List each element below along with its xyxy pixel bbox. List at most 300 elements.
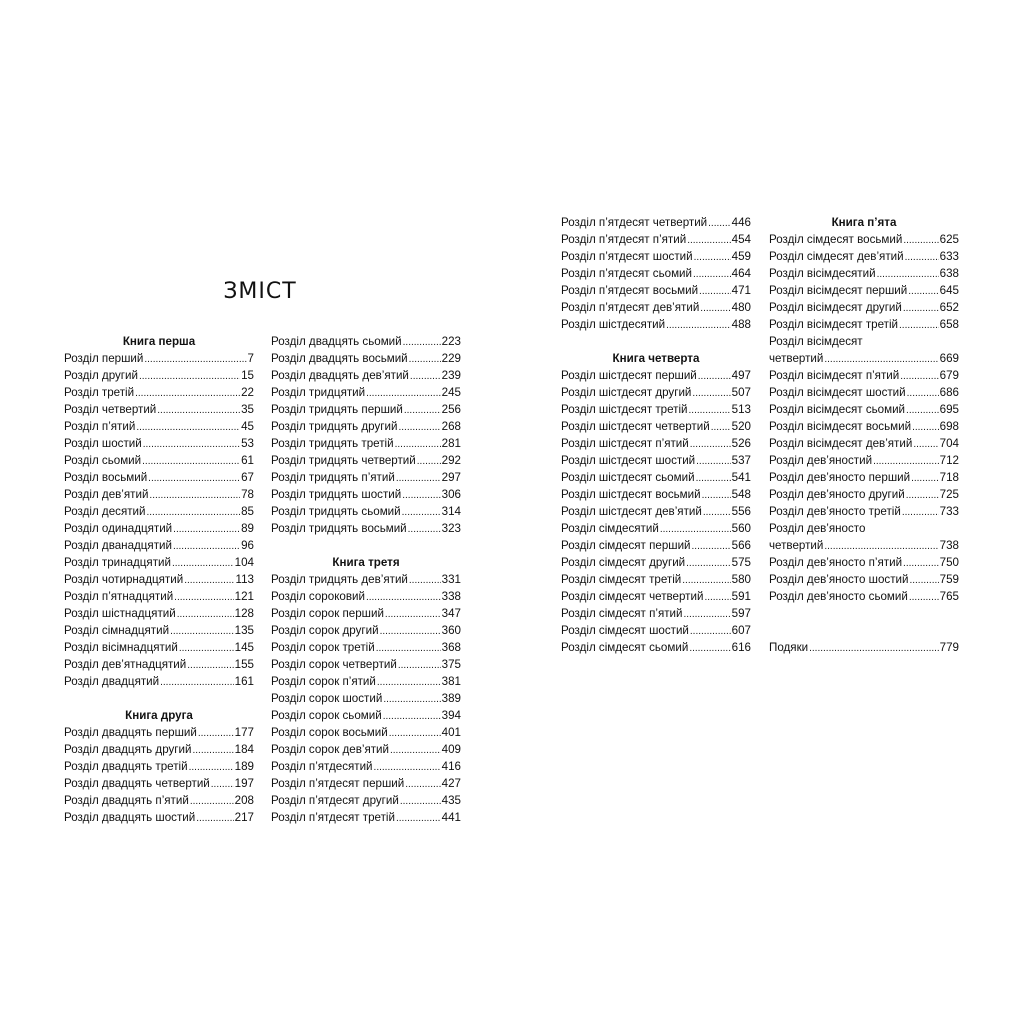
toc-entry-title: Розділ сімнадцятий bbox=[64, 624, 170, 637]
book-heading: Книга третя bbox=[332, 556, 400, 569]
toc-entry[interactable] bbox=[64, 775, 254, 792]
toc-entry[interactable] bbox=[561, 520, 751, 537]
spacer bbox=[64, 690, 254, 707]
toc-entry[interactable] bbox=[64, 418, 254, 435]
toc-entry[interactable] bbox=[64, 571, 254, 588]
dot-leader bbox=[687, 231, 730, 248]
toc-entry[interactable] bbox=[561, 452, 751, 469]
toc-entry-page: 161 bbox=[234, 675, 254, 688]
toc-entry-page: 375 bbox=[441, 658, 461, 671]
toc-entry[interactable] bbox=[64, 520, 254, 537]
toc-entry-title: Розділ сімдесят перший bbox=[561, 539, 691, 552]
toc-entry-title: Розділ сімдесят шостий bbox=[561, 624, 689, 637]
toc-entry-page: 416 bbox=[441, 760, 461, 773]
dot-leader bbox=[383, 690, 440, 707]
toc-entry[interactable] bbox=[64, 639, 254, 656]
toc-entry[interactable] bbox=[271, 588, 461, 605]
toc-entry-page: 135 bbox=[234, 624, 254, 637]
dot-leader bbox=[696, 469, 731, 486]
toc-entry-line bbox=[769, 520, 959, 537]
toc-entry-page: 96 bbox=[241, 539, 254, 552]
book-heading: Книга четверта bbox=[612, 352, 700, 365]
toc-entry-page: 560 bbox=[731, 522, 751, 535]
toc-column-2 bbox=[271, 333, 461, 826]
dot-leader bbox=[417, 452, 441, 469]
toc-entry[interactable] bbox=[271, 605, 461, 622]
toc-entry-title: Розділ сорок третій bbox=[271, 641, 375, 654]
dot-leader bbox=[380, 622, 441, 639]
toc-entry[interactable] bbox=[561, 469, 751, 486]
toc-entry-page: 464 bbox=[731, 267, 751, 280]
dot-leader bbox=[409, 350, 441, 367]
dot-leader bbox=[404, 401, 441, 418]
toc-entry[interactable] bbox=[64, 486, 254, 503]
toc-entry[interactable] bbox=[271, 775, 461, 792]
dot-leader bbox=[187, 656, 233, 673]
dot-leader bbox=[907, 384, 939, 401]
toc-entry-page: 765 bbox=[939, 590, 959, 603]
toc-entry-title: Розділ другий bbox=[64, 369, 138, 382]
toc-entry-page: 229 bbox=[441, 352, 461, 365]
toc-entry[interactable] bbox=[64, 758, 254, 775]
toc-entry-title: Розділ двадцять восьмий bbox=[271, 352, 408, 365]
toc-entry[interactable] bbox=[769, 248, 959, 265]
toc-entry[interactable] bbox=[271, 333, 461, 350]
toc-entry-title: Розділ четвертий bbox=[64, 403, 157, 416]
toc-entry-page: 189 bbox=[234, 760, 254, 773]
toc-entry-page: 197 bbox=[234, 777, 254, 790]
dot-leader bbox=[906, 401, 939, 418]
toc-entry-page: 7 bbox=[247, 352, 254, 365]
toc-entry-title: Розділ сімдесят п’ятий bbox=[561, 607, 683, 620]
toc-entry-title: Розділ вісімдесят п’ятий bbox=[769, 369, 900, 382]
toc-entry-title: Розділ шістдесят п’ятий bbox=[561, 437, 689, 450]
toc-entry-page: 480 bbox=[731, 301, 751, 314]
dot-leader bbox=[366, 384, 441, 401]
toc-entry[interactable] bbox=[769, 639, 959, 656]
toc-entry[interactable] bbox=[561, 401, 751, 418]
dot-leader bbox=[135, 384, 240, 401]
toc-entry[interactable] bbox=[561, 384, 751, 401]
dot-leader bbox=[190, 792, 234, 809]
toc-entry[interactable] bbox=[64, 588, 254, 605]
toc-entry-title: Розділ дев’ятнадцятий bbox=[64, 658, 187, 671]
toc-entry-title: Розділ сімдесят третій bbox=[561, 573, 682, 586]
toc-entry-title: Розділ дев’яносто шостий bbox=[769, 573, 909, 586]
dot-leader bbox=[143, 435, 240, 452]
toc-entry-title: Розділ п’ятнадцятий bbox=[64, 590, 174, 603]
toc-entry[interactable] bbox=[64, 605, 254, 622]
dot-leader bbox=[911, 469, 939, 486]
dot-leader bbox=[189, 758, 234, 775]
toc-entry[interactable] bbox=[271, 571, 461, 588]
dot-leader bbox=[139, 367, 240, 384]
toc-entry-title: Розділ шістдесят сьомий bbox=[561, 471, 695, 484]
toc-entry-page: 394 bbox=[441, 709, 461, 722]
dot-leader bbox=[196, 809, 233, 826]
toc-entry-page: 541 bbox=[731, 471, 751, 484]
toc-entry-page: 526 bbox=[731, 437, 751, 450]
dot-leader bbox=[398, 656, 441, 673]
toc-entry-title: Розділ двадцять другий bbox=[64, 743, 192, 756]
toc-entry-page: 292 bbox=[441, 454, 461, 467]
toc-entry-page: 223 bbox=[441, 335, 461, 348]
toc-entry[interactable] bbox=[561, 486, 751, 503]
toc-entry[interactable] bbox=[271, 707, 461, 724]
toc-entry-title: Розділ шістдесят восьмий bbox=[561, 488, 701, 501]
dot-leader bbox=[689, 639, 730, 656]
toc-entry[interactable] bbox=[64, 809, 254, 826]
toc-entry[interactable] bbox=[561, 214, 751, 231]
toc-entry-page: 704 bbox=[939, 437, 959, 450]
toc-entry[interactable] bbox=[769, 435, 959, 452]
toc-entry[interactable] bbox=[64, 673, 254, 690]
toc-entry[interactable] bbox=[271, 520, 461, 537]
dot-leader bbox=[824, 537, 938, 554]
toc-entry[interactable] bbox=[271, 350, 461, 367]
toc-entry[interactable] bbox=[769, 588, 959, 605]
toc-entry[interactable] bbox=[64, 469, 254, 486]
toc-entry-page: 759 bbox=[939, 573, 959, 586]
toc-entry-page: 128 bbox=[234, 607, 254, 620]
toc-entry[interactable] bbox=[271, 503, 461, 520]
toc-entry[interactable] bbox=[769, 367, 959, 384]
toc-entry[interactable] bbox=[561, 299, 751, 316]
toc-entry[interactable] bbox=[271, 435, 461, 452]
toc-entry-page: 638 bbox=[939, 267, 959, 280]
toc-entry-title: Розділ сорок восьмий bbox=[271, 726, 388, 739]
toc-entry-title: Розділ п’ятдесят п’ятий bbox=[561, 233, 687, 246]
toc-entry-page: 427 bbox=[441, 777, 461, 790]
toc-entry[interactable] bbox=[271, 452, 461, 469]
toc-entry[interactable] bbox=[769, 316, 959, 333]
dot-leader bbox=[699, 282, 731, 299]
dot-leader bbox=[184, 571, 234, 588]
toc-entry-page: 520 bbox=[731, 420, 751, 433]
toc-entry-page: 145 bbox=[234, 641, 254, 654]
dot-leader bbox=[908, 282, 938, 299]
toc-entry[interactable] bbox=[769, 503, 959, 520]
dot-leader bbox=[376, 639, 441, 656]
dot-leader bbox=[692, 537, 731, 554]
dot-leader bbox=[686, 554, 731, 571]
toc-entry-page: 268 bbox=[441, 420, 461, 433]
toc-entry-page: 121 bbox=[234, 590, 254, 603]
toc-entry-title: Розділ двадцять шостий bbox=[64, 811, 196, 824]
toc-entry-page: 507 bbox=[731, 386, 751, 399]
dot-leader bbox=[374, 758, 441, 775]
toc-entry[interactable] bbox=[769, 554, 959, 571]
toc-entry-title: четвертий bbox=[769, 352, 824, 365]
toc-entry-title: Розділ дев’ятий bbox=[64, 488, 149, 501]
toc-entry-page: 245 bbox=[441, 386, 461, 399]
toc-entry-title: Розділ п’ятдесят другий bbox=[271, 794, 399, 807]
toc-entry[interactable] bbox=[561, 605, 751, 622]
spacer bbox=[769, 605, 959, 622]
toc-entry-title: Розділ тридцять третій bbox=[271, 437, 394, 450]
dot-leader bbox=[160, 673, 234, 690]
dot-leader bbox=[909, 588, 939, 605]
dot-leader bbox=[903, 231, 938, 248]
toc-entry[interactable] bbox=[271, 486, 461, 503]
dot-leader bbox=[383, 707, 441, 724]
dot-leader bbox=[660, 520, 731, 537]
dot-leader bbox=[809, 639, 939, 656]
toc-entry-page: 297 bbox=[441, 471, 461, 484]
toc-entry[interactable] bbox=[561, 503, 751, 520]
toc-entry-page: 459 bbox=[731, 250, 751, 263]
toc-entry-title: Розділ двадцять перший bbox=[64, 726, 197, 739]
dot-leader bbox=[177, 605, 234, 622]
dot-leader bbox=[684, 605, 731, 622]
toc-entry-title: Розділ сімдесят другий bbox=[561, 556, 686, 569]
toc-entry[interactable] bbox=[561, 418, 751, 435]
toc-entry[interactable] bbox=[561, 282, 751, 299]
dot-leader bbox=[149, 486, 240, 503]
dot-leader bbox=[148, 469, 240, 486]
toc-entry-title: Розділ сімдесятий bbox=[561, 522, 659, 535]
toc-entry-page: 575 bbox=[731, 556, 751, 569]
toc-entry-title: Розділ вісімнадцятий bbox=[64, 641, 178, 654]
toc-entry-page: 256 bbox=[441, 403, 461, 416]
toc-entry[interactable] bbox=[64, 401, 254, 418]
toc-entry-page: 389 bbox=[441, 692, 461, 705]
toc-entry[interactable] bbox=[271, 418, 461, 435]
toc-entry[interactable] bbox=[561, 622, 751, 639]
toc-entry[interactable] bbox=[561, 248, 751, 265]
toc-entry[interactable] bbox=[561, 554, 751, 571]
dot-leader bbox=[909, 571, 938, 588]
dot-leader bbox=[905, 248, 939, 265]
book-heading: Книга перша bbox=[122, 335, 196, 348]
dot-leader bbox=[873, 452, 939, 469]
toc-entry-title: Розділ вісімдесят другий bbox=[769, 301, 902, 314]
toc-entry[interactable] bbox=[64, 537, 254, 554]
toc-entry[interactable] bbox=[561, 367, 751, 384]
book-heading: Книга п’ята bbox=[831, 216, 897, 229]
toc-entry-title: Розділ двадцять дев’ятий bbox=[271, 369, 409, 382]
toc-entry-page: 658 bbox=[939, 318, 959, 331]
toc-entry[interactable] bbox=[271, 639, 461, 656]
toc-column-3 bbox=[561, 214, 751, 656]
toc-entry-title: Розділ п’ятдесят перший bbox=[271, 777, 405, 790]
page-title: ЗМІСТ bbox=[223, 279, 297, 304]
toc-entry-page: 497 bbox=[731, 369, 751, 382]
toc-entry-title: Розділ двадцять третій bbox=[64, 760, 188, 773]
toc-entry-page: 733 bbox=[939, 505, 959, 518]
toc-entry-page: 409 bbox=[441, 743, 461, 756]
toc-entry[interactable] bbox=[271, 673, 461, 690]
dot-leader bbox=[389, 724, 441, 741]
dot-leader bbox=[682, 571, 730, 588]
toc-entry[interactable] bbox=[64, 554, 254, 571]
dot-leader bbox=[903, 299, 939, 316]
toc-entry[interactable] bbox=[64, 350, 254, 367]
toc-entry-title: Розділ тридцять п’ятий bbox=[271, 471, 395, 484]
toc-entry[interactable] bbox=[271, 469, 461, 486]
dot-leader bbox=[211, 775, 234, 792]
dot-leader bbox=[913, 435, 938, 452]
toc-entry-page: 454 bbox=[731, 233, 751, 246]
dot-leader bbox=[398, 418, 440, 435]
toc-entry[interactable] bbox=[271, 384, 461, 401]
toc-entry[interactable] bbox=[64, 503, 254, 520]
toc-entry[interactable] bbox=[64, 656, 254, 673]
dot-leader bbox=[136, 418, 240, 435]
toc-entry[interactable] bbox=[561, 231, 751, 248]
toc-entry-title: Розділ тринадцятий bbox=[64, 556, 171, 569]
toc-entry-title: Розділ шістдесят четвертий bbox=[561, 420, 710, 433]
toc-entry-title: Розділ п’ятдесят шостий bbox=[561, 250, 693, 263]
dot-leader bbox=[173, 537, 240, 554]
toc-entry-page: 679 bbox=[939, 369, 959, 382]
toc-entry[interactable] bbox=[561, 265, 751, 282]
toc-entry-page: 360 bbox=[441, 624, 461, 637]
toc-entry[interactable] bbox=[271, 367, 461, 384]
dot-leader bbox=[142, 452, 240, 469]
dot-leader bbox=[405, 775, 440, 792]
toc-entry-page: 645 bbox=[939, 284, 959, 297]
toc-entry[interactable] bbox=[769, 452, 959, 469]
toc-entry[interactable] bbox=[271, 758, 461, 775]
toc-entry[interactable] bbox=[561, 316, 751, 333]
toc-entry[interactable] bbox=[769, 571, 959, 588]
toc-entry-page: 698 bbox=[939, 420, 959, 433]
toc-entry-page: 323 bbox=[441, 522, 461, 535]
toc-entry[interactable] bbox=[561, 588, 751, 605]
toc-entry-title: Розділ тридцятий bbox=[271, 386, 366, 399]
toc-entry-page: 314 bbox=[441, 505, 461, 518]
dot-leader bbox=[903, 554, 939, 571]
toc-entry-page: 441 bbox=[441, 811, 461, 824]
toc-entry[interactable] bbox=[769, 418, 959, 435]
dot-leader bbox=[690, 622, 731, 639]
toc-entry[interactable] bbox=[271, 741, 461, 758]
toc-entry[interactable] bbox=[271, 724, 461, 741]
toc-entry-title: Розділ п’ятдесят третій bbox=[271, 811, 395, 824]
toc-entry[interactable] bbox=[64, 452, 254, 469]
toc-column-1 bbox=[64, 333, 254, 826]
book-heading: Книга друга bbox=[125, 709, 193, 722]
toc-entry-title: Розділ дев’яностий bbox=[769, 454, 873, 467]
toc-entry[interactable] bbox=[561, 435, 751, 452]
toc-entry-page: 686 bbox=[939, 386, 959, 399]
dot-leader bbox=[146, 503, 240, 520]
toc-entry-title: Розділ вісімдесят дев’ятий bbox=[769, 437, 913, 450]
toc-entry[interactable] bbox=[64, 622, 254, 639]
toc-entry-title: Розділ двадцять сьомий bbox=[271, 335, 402, 348]
toc-entry[interactable] bbox=[271, 792, 461, 809]
toc-entry[interactable] bbox=[64, 741, 254, 758]
dot-leader bbox=[700, 299, 730, 316]
dot-leader bbox=[198, 724, 234, 741]
dot-leader bbox=[408, 520, 441, 537]
toc-entry-page: 633 bbox=[939, 250, 959, 263]
dot-leader bbox=[410, 367, 441, 384]
toc-entry[interactable] bbox=[769, 282, 959, 299]
toc-entry[interactable] bbox=[769, 401, 959, 418]
toc-entry-page: 446 bbox=[731, 216, 751, 229]
dot-leader bbox=[696, 452, 731, 469]
toc-entry-title: Розділ вісімдесят перший bbox=[769, 284, 908, 297]
dot-leader bbox=[157, 401, 240, 418]
toc-entry-page: 208 bbox=[234, 794, 254, 807]
dot-leader bbox=[692, 384, 730, 401]
dot-leader bbox=[396, 809, 441, 826]
toc-entry[interactable] bbox=[271, 690, 461, 707]
toc-entry-title: Розділ тридцять дев’ятий bbox=[271, 573, 408, 586]
toc-entry[interactable] bbox=[561, 571, 751, 588]
toc-entry[interactable] bbox=[769, 486, 959, 503]
dot-leader bbox=[694, 248, 731, 265]
dot-leader bbox=[170, 622, 234, 639]
toc-entry-title: Розділ восьмий bbox=[64, 471, 148, 484]
toc-entry-title: Розділ шостий bbox=[64, 437, 142, 450]
toc-entry[interactable] bbox=[64, 384, 254, 401]
toc-entry-title: Розділ третій bbox=[64, 386, 135, 399]
toc-entry-page: 368 bbox=[441, 641, 461, 654]
dot-leader bbox=[409, 571, 441, 588]
toc-entry-page: 566 bbox=[731, 539, 751, 552]
toc-entry-page: 725 bbox=[939, 488, 959, 501]
toc-entry[interactable] bbox=[769, 299, 959, 316]
toc-entry[interactable] bbox=[769, 350, 959, 367]
toc-entry[interactable] bbox=[64, 724, 254, 741]
dot-leader bbox=[173, 520, 240, 537]
dot-leader bbox=[906, 486, 939, 503]
toc-entry[interactable] bbox=[271, 809, 461, 826]
toc-entry[interactable] bbox=[271, 401, 461, 418]
toc-entry-title: Розділ п’ятий bbox=[64, 420, 136, 433]
toc-entry-title: Розділ вісімдесят bbox=[769, 335, 863, 348]
toc-entry-title: Розділ сімдесят четвертий bbox=[561, 590, 704, 603]
toc-entry-page: 67 bbox=[241, 471, 254, 484]
dot-leader bbox=[403, 333, 441, 350]
toc-entry-title: Розділ п’ятдесятий bbox=[271, 760, 373, 773]
toc-entry[interactable] bbox=[64, 435, 254, 452]
toc-entry-title: Розділ вісімдесят третій bbox=[769, 318, 899, 331]
toc-entry[interactable] bbox=[769, 265, 959, 282]
toc-entry[interactable] bbox=[769, 231, 959, 248]
toc-entry-title: Розділ сьомий bbox=[64, 454, 142, 467]
dot-leader bbox=[899, 316, 939, 333]
toc-entry[interactable] bbox=[64, 792, 254, 809]
toc-entry-page: 381 bbox=[441, 675, 461, 688]
toc-entry-title: Розділ шістдесят перший bbox=[561, 369, 697, 382]
toc-entry[interactable] bbox=[271, 622, 461, 639]
toc-entry-title: Розділ вісімдесят восьмий bbox=[769, 420, 912, 433]
toc-entry[interactable] bbox=[769, 537, 959, 554]
toc-entry-page: 537 bbox=[731, 454, 751, 467]
toc-entry-page: 401 bbox=[441, 726, 461, 739]
toc-entry-title: Розділ п’ятдесят сьомий bbox=[561, 267, 693, 280]
toc-entry[interactable] bbox=[271, 656, 461, 673]
toc-entry[interactable] bbox=[769, 469, 959, 486]
toc-entry[interactable] bbox=[64, 367, 254, 384]
toc-column-4 bbox=[769, 214, 959, 656]
toc-entry-page: 45 bbox=[241, 420, 254, 433]
toc-entry-title: Розділ десятий bbox=[64, 505, 146, 518]
toc-entry[interactable] bbox=[561, 537, 751, 554]
toc-entry-page: 471 bbox=[731, 284, 751, 297]
dot-leader bbox=[708, 214, 731, 231]
toc-entry-page: 78 bbox=[241, 488, 254, 501]
toc-entry[interactable] bbox=[769, 384, 959, 401]
toc-entry-page: 556 bbox=[731, 505, 751, 518]
toc-entry-title: четвертий bbox=[769, 539, 824, 552]
toc-entry-title: Розділ сімдесят восьмий bbox=[769, 233, 903, 246]
toc-entry[interactable] bbox=[561, 639, 751, 656]
